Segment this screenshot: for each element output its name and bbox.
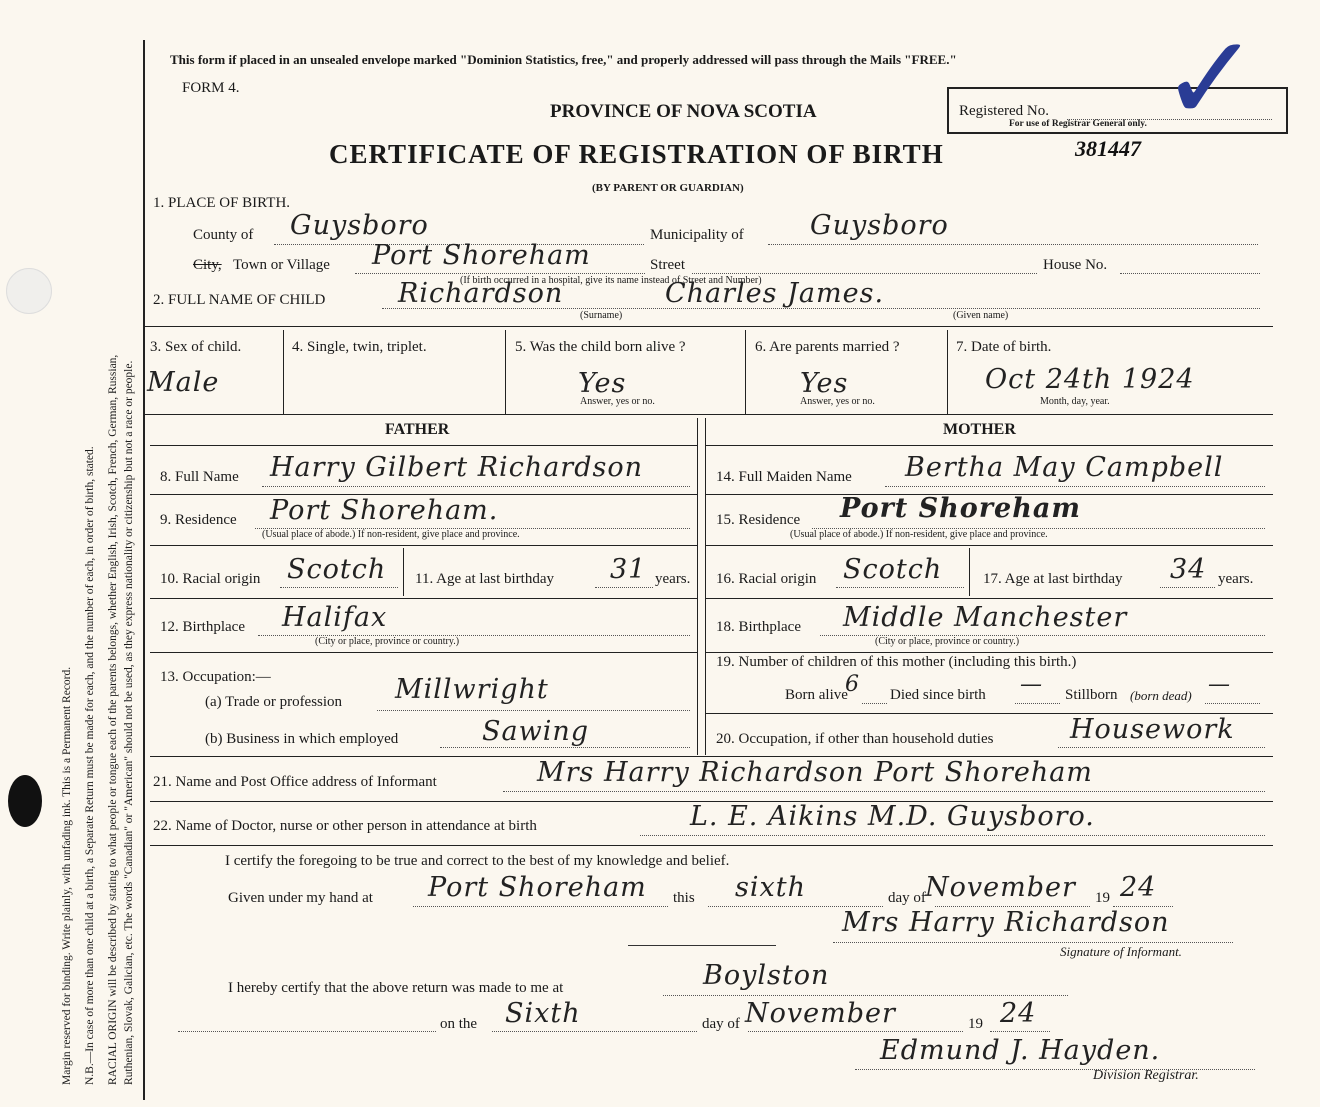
parents-married-answer: Yes [800, 368, 849, 399]
date-of-birth-label: 7. Date of birth. [956, 339, 1052, 355]
on-the-leader [178, 1031, 436, 1032]
sex-label: 3. Sex of child. [150, 339, 242, 355]
born-alive-count-label: Born alive [785, 687, 848, 703]
father-row-border-1 [150, 445, 697, 446]
stillborn-note: (born dead) [1130, 688, 1192, 703]
parents-married-question: 6. Are parents married ? [755, 339, 900, 355]
row3-top-border [143, 326, 1273, 327]
column-divider-right [705, 418, 706, 755]
given-name-caption: (Given name) [953, 310, 1009, 321]
province-heading: PROVINCE OF NOVA SCOTIA [550, 101, 817, 122]
row3-divider-4 [947, 330, 948, 414]
father-name-line [262, 486, 690, 487]
stillborn-value: — [1208, 672, 1231, 697]
sex-value: Male [147, 367, 220, 398]
father-residence-value: Port Shoreham. [270, 495, 499, 526]
born-alive-caption: Answer, yes or no. [580, 396, 655, 407]
registrar-statement: I hereby certify that the above return was made to me at [228, 980, 564, 996]
place-of-birth-heading: 1. PLACE OF BIRTH. [153, 195, 291, 211]
father-race-line [280, 587, 398, 588]
mother-residence-label: 15. Residence [716, 512, 801, 528]
registered-number: 381447 [1075, 136, 1141, 161]
born-alive-count-line [862, 703, 887, 704]
father-race-label: 10. Racial origin [160, 571, 261, 587]
mother-birthplace-value: Middle Manchester [843, 602, 1128, 633]
mother-row-border-5 [705, 652, 1273, 653]
informant-value: Mrs Harry Richardson Port Shoreham [537, 757, 1093, 788]
mother-occupation-value: Housework [1070, 714, 1235, 745]
doctor-label: 22. Name of Doctor, nurse or other person in attendance at birth [153, 818, 537, 834]
mother-residence-caption: (Usual place of abode.) If non-resident, give place and province. [790, 529, 1048, 540]
father-birthplace-label: 12. Birthplace [160, 619, 245, 635]
father-residence-caption: (Usual place of abode.) If non-resident, give place and province. [262, 529, 520, 540]
row3-divider-1 [283, 330, 284, 414]
punch-hole-bottom [8, 775, 42, 827]
registered-no-label: Registered No. [959, 103, 1049, 119]
father-row-border-5 [150, 652, 697, 653]
binding-margin-note: Margin reserved for binding. Write plainly, with unfading ink. This is a Permanent Record. [61, 666, 73, 1085]
mother-heading: MOTHER [943, 421, 1016, 438]
father-name-label: 8. Full Name [160, 469, 239, 485]
father-business-line [440, 747, 690, 748]
father-row-border-4 [150, 598, 697, 599]
stillborn-label: Stillborn [1065, 687, 1118, 703]
mother-age-label: 17. Age at last birthday [983, 571, 1123, 587]
registrar-use-note: For use of Registrar General only. [1009, 119, 1147, 129]
given-day-of-label: day of [888, 890, 926, 906]
house-no-line [1120, 273, 1260, 274]
father-residence-label: 9. Residence [160, 512, 237, 528]
died-since-birth-line [1015, 703, 1060, 704]
street-line [692, 273, 1037, 274]
date-of-birth-value: Oct 24th 1924 [985, 364, 1195, 395]
registrar-month-value: November [745, 998, 896, 1029]
mail-notice: This form if placed in an unsealed envelope marked "Dominion Statistics, free," and properly addressed will pass through the Mails "FREE." [170, 52, 957, 67]
mother-row-border-1 [705, 445, 1273, 446]
informant-line [503, 791, 1265, 792]
mother-occupation-line [1058, 747, 1265, 748]
father-trade-value: Millwright [395, 674, 549, 705]
certification-separator [628, 945, 776, 946]
father-birthplace-value: Halifax [282, 602, 388, 633]
registrar-place-value: Boylston [703, 960, 830, 991]
city-label-struck: City, [193, 257, 222, 273]
father-birthplace-caption: (City or place, province or country.) [315, 636, 460, 647]
municipality-value: Guysboro [810, 210, 949, 241]
given-place-line [413, 906, 668, 907]
father-heading: FATHER [385, 421, 450, 438]
row3-divider-2 [505, 330, 506, 414]
father-age-label: 11. Age at last birthday [415, 571, 554, 587]
born-alive-count-value: 6 [845, 672, 860, 697]
registrar-day-of-label: day of [702, 1016, 740, 1032]
father-age-line [595, 587, 653, 588]
mother-age-line [1160, 587, 1215, 588]
frame-left [143, 40, 145, 1100]
registrar-place-line [663, 995, 1068, 996]
doctor-value: L. E. Aikins M.D. Guysboro. [690, 801, 1095, 832]
mother-age-value: 34 [1170, 554, 1207, 585]
row3-bottom-border [143, 414, 1273, 415]
mother-row-border-3 [705, 545, 1273, 546]
plurality-label: 4. Single, twin, triplet. [292, 339, 427, 355]
father-race-divider [403, 548, 404, 596]
house-no-label: House No. [1043, 257, 1108, 273]
on-the-label: on the [440, 1016, 478, 1032]
father-business-value: Sawing [482, 716, 590, 747]
mother-race-label: 16. Racial origin [716, 571, 817, 587]
father-years-label: years. [655, 571, 691, 587]
stillborn-line [1205, 703, 1260, 704]
children-count-label: 19. Number of children of this mother (including this birth.) [716, 654, 1077, 670]
born-alive-question: 5. Was the child born alive ? [515, 339, 686, 355]
form-number: FORM 4. [182, 80, 240, 96]
father-age-value: 31 [610, 554, 647, 585]
county-value: Guysboro [290, 210, 429, 241]
given-month-value: November [925, 872, 1076, 903]
father-row-border-3 [150, 545, 697, 546]
mother-birthplace-label: 18. Birthplace [716, 619, 801, 635]
father-business-label: (b) Business in which employed [205, 731, 399, 747]
given-place-value: Port Shoreham [428, 872, 647, 903]
father-trade-label: (a) Trade or profession [205, 694, 343, 710]
father-occupation-label: 13. Occupation:— [160, 669, 271, 685]
surname-caption: (Surname) [580, 310, 623, 321]
this-label: this [673, 890, 695, 906]
given-year-prefix: 19 [1095, 890, 1110, 906]
father-trade-line [377, 710, 690, 711]
date-of-birth-caption: Month, day, year. [1040, 396, 1110, 407]
child-surname: Richardson [398, 278, 564, 309]
hospital-note: (If birth occurred in a hospital, give its name instead of Street and Number) [460, 275, 762, 286]
father-name-value: Harry Gilbert Richardson [270, 452, 643, 483]
municipality-line [768, 244, 1258, 245]
mother-name-label: 14. Full Maiden Name [716, 469, 852, 485]
doctor-line [640, 835, 1265, 836]
died-since-birth-value: — [1020, 672, 1043, 697]
registrar-month-line [748, 1031, 963, 1032]
street-label: Street [650, 257, 685, 273]
town-label: Town or Village [233, 257, 330, 273]
child-name-line [382, 308, 1260, 309]
check-mark-icon: ✓ [1160, 13, 1261, 146]
parents-married-caption: Answer, yes or no. [800, 396, 875, 407]
mother-row-border-4 [705, 598, 1273, 599]
county-label: County of [193, 227, 254, 243]
mother-race-value: Scotch [843, 554, 943, 585]
registrar-signature: Edmund J. Hayden. [880, 1035, 1161, 1066]
municipality-label: Municipality of [650, 227, 744, 243]
mother-race-line [836, 587, 964, 588]
died-since-birth-label: Died since birth [890, 687, 986, 703]
certificate-subtitle: (BY PARENT OR GUARDIAN) [592, 182, 744, 194]
multiple-birth-note: N.B.—In case of more than one child at a birth, a Separate Return must be made for each, and the number of each, in order of birth, stated. [84, 446, 96, 1085]
mother-occupation-label: 20. Occupation, if other than household duties [716, 731, 994, 747]
mother-name-line [885, 486, 1265, 487]
informant-signature: Mrs Harry Richardson [842, 907, 1170, 938]
registrar-day-line [492, 1031, 697, 1032]
mother-birthplace-caption: (City or place, province or country.) [875, 636, 1020, 647]
informant-signature-line [833, 942, 1233, 943]
registrar-caption: Division Registrar. [1093, 1068, 1199, 1083]
born-alive-answer: Yes [578, 368, 627, 399]
doctor-bottom-border [150, 845, 1273, 846]
certify-statement: I certify the foregoing to be true and correct to the best of my knowledge and belief. [225, 853, 730, 869]
town-line [355, 273, 645, 274]
informant-label: 21. Name and Post Office address of Informant [153, 774, 437, 790]
racial-origin-note-1: RACIAL ORIGIN will be described by stating to what people or tongue each of the parents belongs, whether English, Irish, Scotch, French, German, Russian, [107, 354, 119, 1085]
registrar-year-prefix: 19 [968, 1016, 983, 1032]
child-name-label: 2. FULL NAME OF CHILD [153, 292, 326, 308]
town-value: Port Shoreham [372, 240, 591, 271]
column-divider-left [697, 418, 698, 755]
given-day-value: sixth [735, 872, 806, 903]
child-given-name: Charles James. [665, 278, 885, 309]
mother-name-value: Bertha May Campbell [905, 452, 1224, 483]
informant-signature-caption: Signature of Informant. [1060, 944, 1182, 959]
punch-hole-top [6, 268, 52, 314]
father-race-value: Scotch [287, 554, 387, 585]
registrar-day-value: Sixth [505, 998, 581, 1029]
given-year-value: 24 [1120, 872, 1157, 903]
mother-race-divider [969, 548, 970, 596]
racial-origin-note-2: Ruthenian, Slovak, Galician, etc. The words "Canadian" or "American" should not be used, as they express nationality or citizenship but not a race or people. [123, 360, 135, 1085]
given-under-hand-label: Given under my hand at [228, 890, 373, 906]
certificate-title: CERTIFICATE OF REGISTRATION OF BIRTH [329, 139, 944, 169]
row3-divider-3 [745, 330, 746, 414]
mother-years-label: years. [1218, 571, 1254, 587]
registrar-year-value: 24 [1000, 998, 1037, 1029]
registrar-year-line [990, 1031, 1050, 1032]
mother-residence-value: Port Shoreham [840, 493, 1081, 524]
